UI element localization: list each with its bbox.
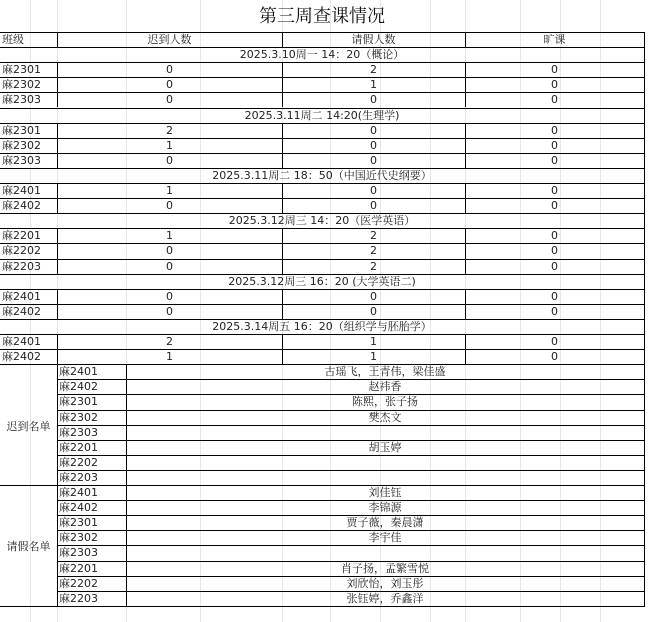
class-cell: 麻2201 — [59, 561, 98, 575]
class-cell: 麻2401 — [59, 486, 98, 499]
class-cell: 麻2303 — [2, 93, 41, 107]
value-cell: 1 — [166, 229, 173, 243]
names-cell: 赵祎香 — [368, 380, 402, 394]
value-cell: 0 — [551, 229, 558, 243]
class-cell: 麻2203 — [59, 470, 98, 484]
value-cell: 0 — [166, 244, 173, 258]
class-cell: 麻2402 — [2, 304, 41, 318]
column-header: 班级 — [2, 33, 24, 46]
class-cell: 麻2202 — [59, 455, 98, 469]
value-cell: 1 — [370, 350, 377, 364]
column-header: 请假人数 — [351, 33, 396, 46]
class-cell: 麻2402 — [2, 350, 41, 364]
value-cell: 2 — [370, 229, 377, 243]
names-cell: 樊杰文 — [368, 410, 402, 424]
session-heading: 2025.3.12周三 14：20（医学英语） — [228, 214, 416, 228]
value-cell: 0 — [551, 63, 558, 77]
value-cell: 0 — [551, 350, 558, 364]
class-cell: 麻2401 — [2, 289, 41, 303]
value-cell: 0 — [370, 93, 377, 107]
value-cell: 0 — [551, 259, 558, 273]
names-cell: 刘欣怡，刘玉彤 — [346, 576, 424, 590]
class-cell: 麻2302 — [59, 410, 98, 424]
value-cell: 0 — [166, 63, 173, 77]
session-heading: 2025.3.12周三 16：20 (大学英语二) — [228, 274, 416, 288]
value-cell: 0 — [370, 184, 377, 197]
class-cell: 麻2303 — [59, 425, 98, 439]
sheet-title: 第三周查课情况 — [259, 6, 385, 27]
column-header: 迟到人数 — [147, 33, 192, 46]
class-cell: 麻2301 — [2, 123, 41, 137]
names-cell: 肖子扬，孟繁雪悦 — [341, 561, 429, 575]
names-cell: 贾子薇，秦晨潇 — [346, 516, 424, 530]
value-cell: 0 — [370, 304, 377, 318]
value-cell: 0 — [551, 304, 558, 318]
names-cell: 李锦源 — [368, 501, 402, 515]
class-cell: 麻2202 — [2, 244, 41, 258]
session-heading: 2025.3.11周二 14:20(生理学) — [244, 108, 400, 122]
value-cell: 0 — [166, 304, 173, 318]
value-cell: 1 — [166, 184, 173, 197]
class-cell: 麻2201 — [59, 440, 98, 454]
value-cell: 0 — [551, 184, 558, 197]
class-cell: 麻2302 — [2, 78, 41, 92]
class-cell: 麻2301 — [2, 63, 41, 77]
value-cell: 1 — [166, 138, 173, 152]
value-cell: 1 — [370, 335, 377, 348]
value-cell: 2 — [370, 63, 377, 77]
class-cell: 麻2203 — [2, 259, 41, 273]
value-cell: 0 — [370, 289, 377, 303]
value-cell: 0 — [166, 153, 173, 167]
value-cell: 0 — [370, 123, 377, 137]
value-cell: 0 — [551, 289, 558, 303]
value-cell: 0 — [166, 289, 173, 303]
value-cell: 0 — [166, 259, 173, 273]
value-cell: 2 — [370, 244, 377, 258]
class-cell: 麻2401 — [59, 365, 98, 379]
names-cell: 古瑶飞，王青伟，梁佳盛 — [324, 365, 446, 379]
late-list-label: 迟到名单 — [6, 419, 51, 433]
class-cell: 麻2201 — [2, 229, 41, 243]
class-cell: 麻2301 — [59, 516, 98, 530]
session-heading: 2025.3.10周一 14：20（概论） — [239, 48, 405, 62]
leave-list-label: 请假名单 — [6, 540, 51, 554]
value-cell: 0 — [551, 93, 558, 107]
value-cell: 0 — [166, 78, 173, 92]
value-cell: 0 — [551, 199, 558, 213]
value-cell: 0 — [370, 199, 377, 213]
value-cell: 2 — [370, 259, 377, 273]
session-heading: 2025.3.14周五 16：20（组织学与胚胎学） — [212, 319, 432, 333]
value-cell: 0 — [551, 244, 558, 258]
column-header: 旷课 — [543, 33, 566, 46]
names-cell: 李宇佳 — [368, 531, 402, 545]
value-cell: 0 — [166, 93, 173, 107]
value-cell: 0 — [551, 138, 558, 152]
class-cell: 麻2402 — [59, 501, 98, 515]
class-cell: 麻2302 — [2, 138, 41, 152]
value-cell: 0 — [166, 199, 173, 213]
value-cell: 0 — [551, 78, 558, 92]
value-cell: 0 — [551, 153, 558, 167]
class-cell: 麻2401 — [2, 184, 41, 197]
class-cell: 麻2203 — [59, 591, 98, 605]
class-cell: 麻2202 — [59, 576, 98, 590]
names-cell: 陈熙，张子扬 — [352, 395, 418, 409]
class-cell: 麻2303 — [2, 153, 41, 167]
value-cell: 1 — [166, 350, 173, 364]
names-cell: 刘佳钰 — [368, 486, 402, 499]
table-frame — [0, 32, 645, 607]
value-cell: 0 — [551, 123, 558, 137]
class-cell: 麻2402 — [59, 380, 98, 394]
value-cell: 0 — [370, 153, 377, 167]
value-cell: 2 — [166, 123, 173, 137]
class-cell: 麻2402 — [2, 199, 41, 213]
session-heading: 2025.3.11周二 18：50（中国近代史纲要） — [212, 168, 432, 182]
class-cell: 麻2301 — [59, 395, 98, 409]
class-cell: 麻2401 — [2, 335, 41, 348]
names-cell: 胡玉婷 — [368, 440, 402, 454]
class-cell: 麻2303 — [59, 546, 98, 560]
value-cell: 0 — [370, 138, 377, 152]
value-cell: 1 — [370, 78, 377, 92]
value-cell: 0 — [551, 335, 558, 348]
value-cell: 2 — [166, 335, 173, 348]
class-cell: 麻2302 — [59, 531, 98, 545]
names-cell: 张钰婷，乔鑫洋 — [346, 591, 424, 605]
